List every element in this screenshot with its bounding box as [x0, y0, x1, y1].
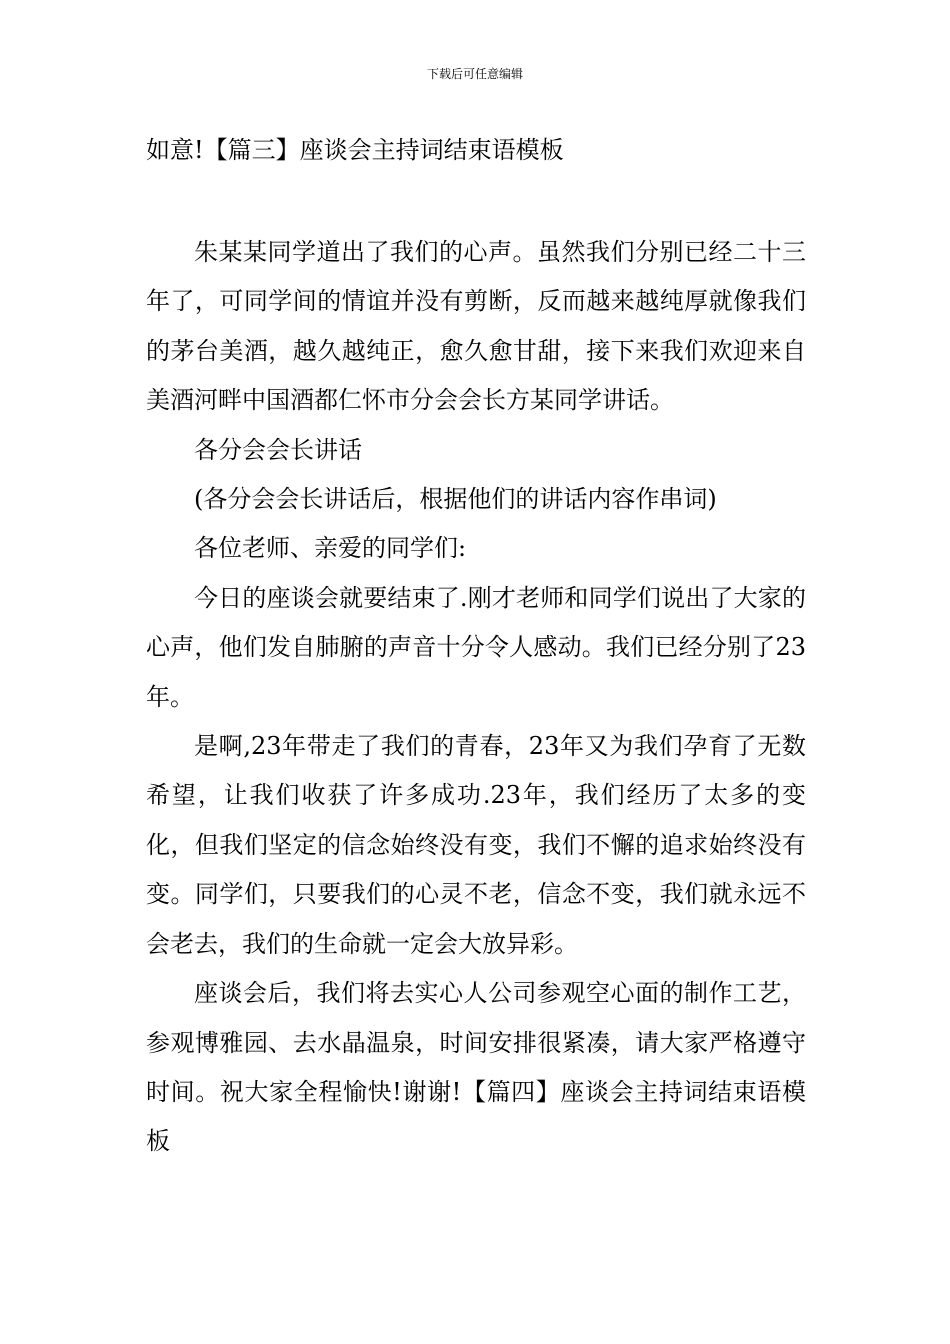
paragraph-3: (各分会会长讲话后，根据他们的讲话内容作串词): [194, 485, 717, 514]
paragraph-7: 座谈会后，我们将去实心人公司参观空心面的制作工艺，参观博雅园、去水晶温泉，时间安排很紧凑，请大家严格遵守时间。祝大家全程愉快!谢谢!【篇四】座谈会主持词结束语模板: [146, 979, 806, 1156]
paragraph-5: 今日的座谈会就要结束了.刚才老师和同学们说出了大家的心声，他们发自肺腑的声音十分令人感动。我们已经分别了23年。: [146, 583, 806, 711]
document-body: [146, 130, 806, 1167]
page-header-note: 下载后可任意编辑: [426, 67, 523, 81]
paragraph-1: 朱某某同学道出了我们的心声。虽然我们分别已经二十三年了，可同学间的情谊并没有剪断，反而越来越纯厚就像我们的茅台美酒，越久越纯正，愈久愈甘甜，接下来我们欢迎来自美酒河畔中国酒都仁怀市分会会长方某同学讲话。: [146, 238, 806, 415]
heading-spacer: [146, 170, 806, 228]
document-heading: 如意!【篇三】座谈会主持词结束语模板: [146, 136, 564, 164]
paragraph-6: 是啊,23年带走了我们的青春，23年又为我们孕育了无数希望，让我们收获了许多成功.23年，我们经历了太多的变化，但我们坚定的信念始终没有变，我们不懈的追求始终没有变。同学们，只要我们的心灵不老，信念不变，我们就永远不会老去，我们的生命就一定会大放异彩。: [146, 732, 806, 958]
paragraph-4: 各位老师、亲爱的同学们:: [194, 534, 467, 563]
paragraph-2: 各分会会长讲话: [194, 435, 362, 464]
